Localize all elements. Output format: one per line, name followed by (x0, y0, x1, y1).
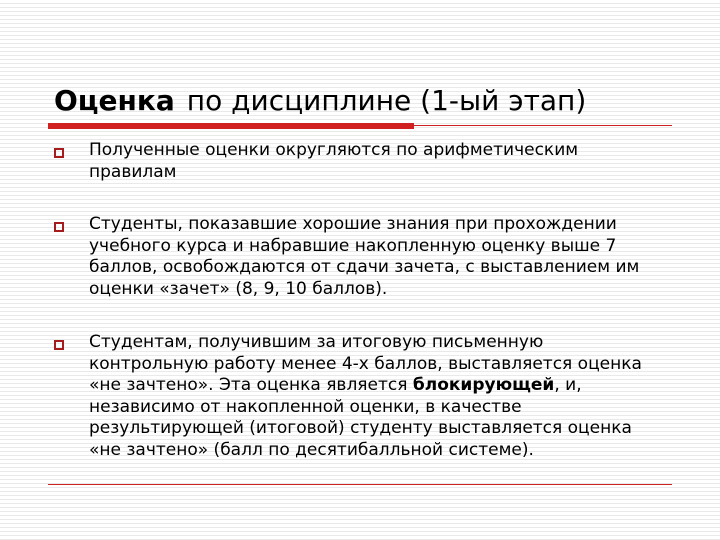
bullet-text-2 (89, 214, 689, 300)
text-segment: «не зачтено». Эта оценка является (89, 375, 413, 395)
bold-term: блокирующей (412, 375, 555, 395)
text-line: Полученные оценки округляются по арифметическим (89, 140, 579, 160)
text-line: оценки «зачет» (8, 9, 10 баллов). (89, 278, 388, 299)
title-rest: по дисциплине (1-ый этап) (186, 84, 587, 117)
bullet-square-icon (54, 340, 64, 350)
text-line (89, 375, 689, 397)
text-segment: , и, (554, 375, 582, 395)
text-line: баллов, освобождаются от сдачи зачета, с выставлением им (89, 257, 640, 277)
text-line: учебного курса и набравшие накопленную оценку выше 7 (89, 235, 617, 256)
text-line: правилам (89, 161, 177, 182)
text-line: Студенты, показавшие хорошие знания при прохождении (89, 214, 617, 234)
title-underline-accent (48, 123, 414, 129)
slide-title (54, 84, 586, 118)
title-bold-word: Оценка (54, 84, 175, 117)
text-line: результирующей (итоговой) студенту выставляется оценка (89, 418, 632, 438)
bullet-square-icon (54, 222, 64, 232)
bottom-divider (48, 484, 672, 485)
text-line: «не зачтено» (балл по десятибалльной системе). (89, 439, 534, 460)
text-line: Студентам, получившим за итоговую письменную (89, 332, 544, 352)
text-line: независимо от накопленной оценки, в качестве (89, 396, 522, 417)
bullet-square-icon (54, 148, 64, 158)
text-line: контрольную работу менее 4-х баллов, выставляется оценка (89, 353, 642, 374)
bullet-text-3 (89, 332, 689, 461)
bullet-text-1 (89, 140, 689, 183)
